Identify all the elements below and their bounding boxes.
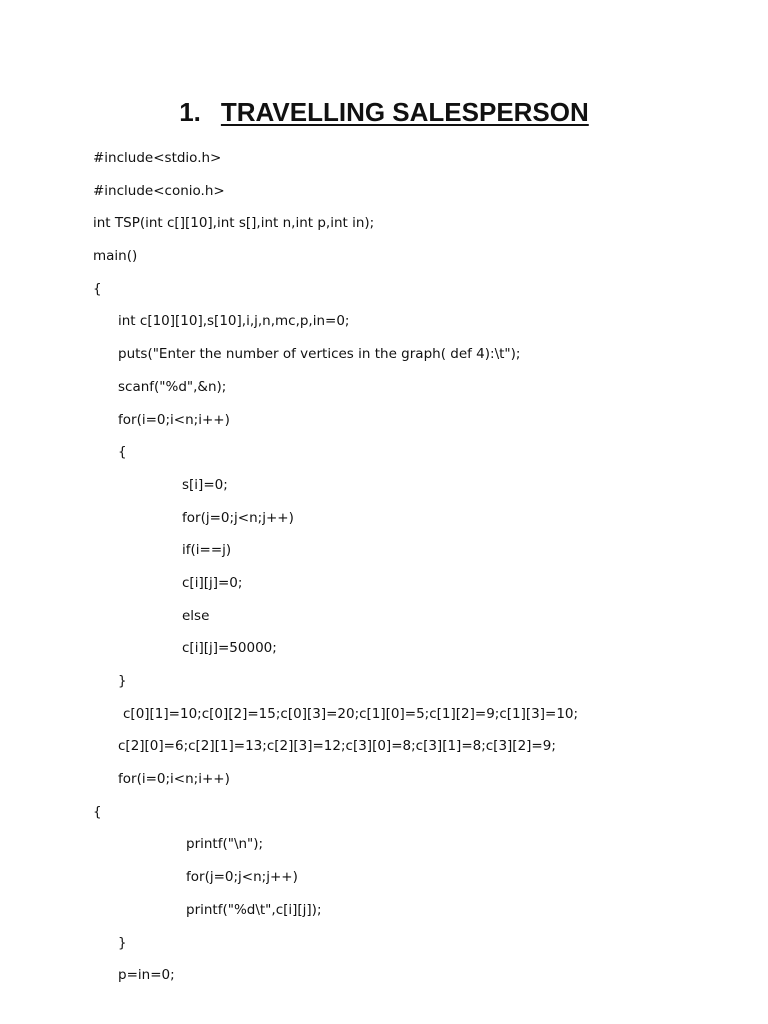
code-line: int TSP(int c[][10],int s[],int n,int p,int in); [93,215,375,232]
code-line: #include<stdio.h> [93,150,222,166]
code-line: c[2][0]=6;c[2][1]=13;c[2][3]=12;c[3][0]=8;c[3][1]=8;c[3][2]=9; [118,738,556,755]
code-line: else [182,607,210,624]
code-listing [0,146,768,996]
code-line: } [118,673,127,689]
code-line: puts("Enter the number of vertices in the graph( def 4):\t"); [118,346,521,363]
code-line: printf("\n"); [186,836,264,853]
code-line: { [93,280,102,297]
code-line: scanf("%d",&n); [118,378,227,395]
code-line: c[i][j]=0; [182,574,243,591]
code-line: printf("%d\t",c[i][j]); [186,901,322,918]
code-line: #include<conio.h> [93,182,225,199]
code-line: { [118,444,127,461]
code-line: for(i=0;i<n;i++) [118,771,230,788]
code-line: main() [93,248,138,265]
code-line: s[i]=0; [182,476,228,493]
heading-title: TRAVELLING SALESPERSON [220,97,589,127]
code-line: for(j=0;j<n;j++) [186,869,298,886]
code-line: { [93,803,102,820]
code-line: p=in=0; [118,967,175,984]
code-line: c[0][1]=10;c[0][2]=15;c[0][3]=20;c[1][0]=5;c[1][2]=9;c[1][3]=10; [123,705,579,722]
heading-number: 1. [179,97,201,127]
code-line: c[i][j]=50000; [182,640,277,657]
page-heading [0,94,768,130]
code-line: int c[10][10],s[10],i,j,n,mc,p,in=0; [118,313,350,330]
code-line: for(j=0;j<n;j++) [182,509,294,526]
code-line: for(i=0;i<n;i++) [118,411,230,428]
code-line: } [118,934,127,951]
code-line: if(i==j) [182,542,232,559]
